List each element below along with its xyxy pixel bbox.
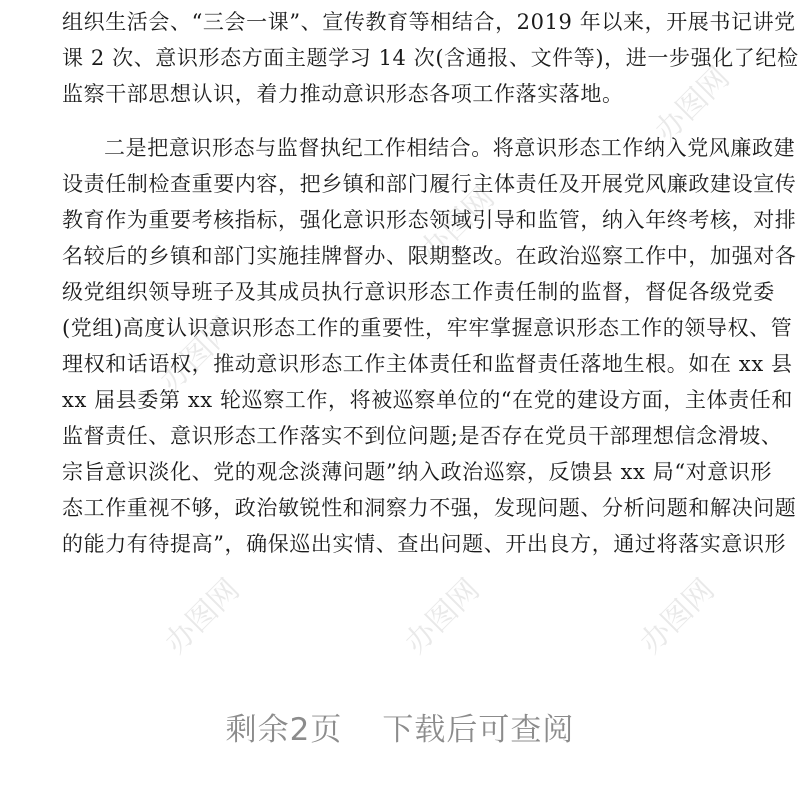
watermark: 办图网 [648,60,737,149]
paragraph-line: 的能力有待提高”，确保巡出实情、查出问题、开出良方，通过将落实意识形 [62,532,787,556]
paragraph-line: 二是把意识形态与监督执纪工作相结合。将意识形态工作纳入党风廉政建 [104,136,796,160]
watermark: 办图网 [413,180,502,269]
paragraph-line: 监察干部思想认识，着力推动意识形态各项工作落实落地。 [62,82,624,106]
paragraph-line: (党组)高度认识意识形态工作的重要性，牢牢掌握意识形态工作的领导权、管 [62,316,793,340]
paragraph-line: 监督责任、意识形态工作落实不到位问题;是否存在党员干部理想信念滑坡、 [62,424,783,448]
paragraph-line: 设责任制检查重要内容，把乡镇和部门履行主体责任及开展党风廉政建设宣传 [62,172,797,196]
watermark: 办图网 [158,572,247,661]
download-notice[interactable] [0,704,800,749]
watermark: 办图网 [398,572,487,661]
paragraph-1 [62,4,799,112]
paragraph-line: xx 届县委第 xx 轮巡察工作，将被巡察单位的“在党的建设方面，主体责任和 [62,388,793,412]
paragraph-line: 级党组织领导班子及其成员执行意识形态工作责任制的监督，督促各级党委 [62,280,775,304]
paragraph-line: 课 2 次、意识形态方面主题学习 14 次(含通报、文件等)，进一步强化了纪检 [62,46,799,70]
paragraph-line: 宗旨意识淡化、党的观念淡薄问题”纳入政治巡察，反馈县 xx 局“对意识形 [62,460,773,484]
remaining-pages-label: 剩余2页 [225,712,343,748]
paragraph-2 [62,130,797,562]
paragraph-line: 理权和话语权，推动意识形态工作主体责任和监督责任落地生根。如在 xx 县 [62,352,793,376]
paragraph-line: 教育作为重要考核指标，强化意识形态领域引导和监管，纳入年终考核，对排 [62,208,797,232]
watermark: 办图网 [633,572,722,661]
watermark: 办图网 [153,310,242,399]
paragraph-line: 名较后的乡镇和部门实施挂牌督办、限期整改。在政治巡察工作中，加强对各 [62,244,797,268]
paragraph-line: 组织生活会、“三会一课”、宣传教育等相结合，2019 年以来，开展书记讲党 [62,10,796,34]
download-to-view-label[interactable]: 下载后可查阅 [382,712,575,748]
paragraph-line: 态工作重视不够，政治敏锐性和洞察力不强，发现问题、分析问题和解决问题 [62,496,797,520]
